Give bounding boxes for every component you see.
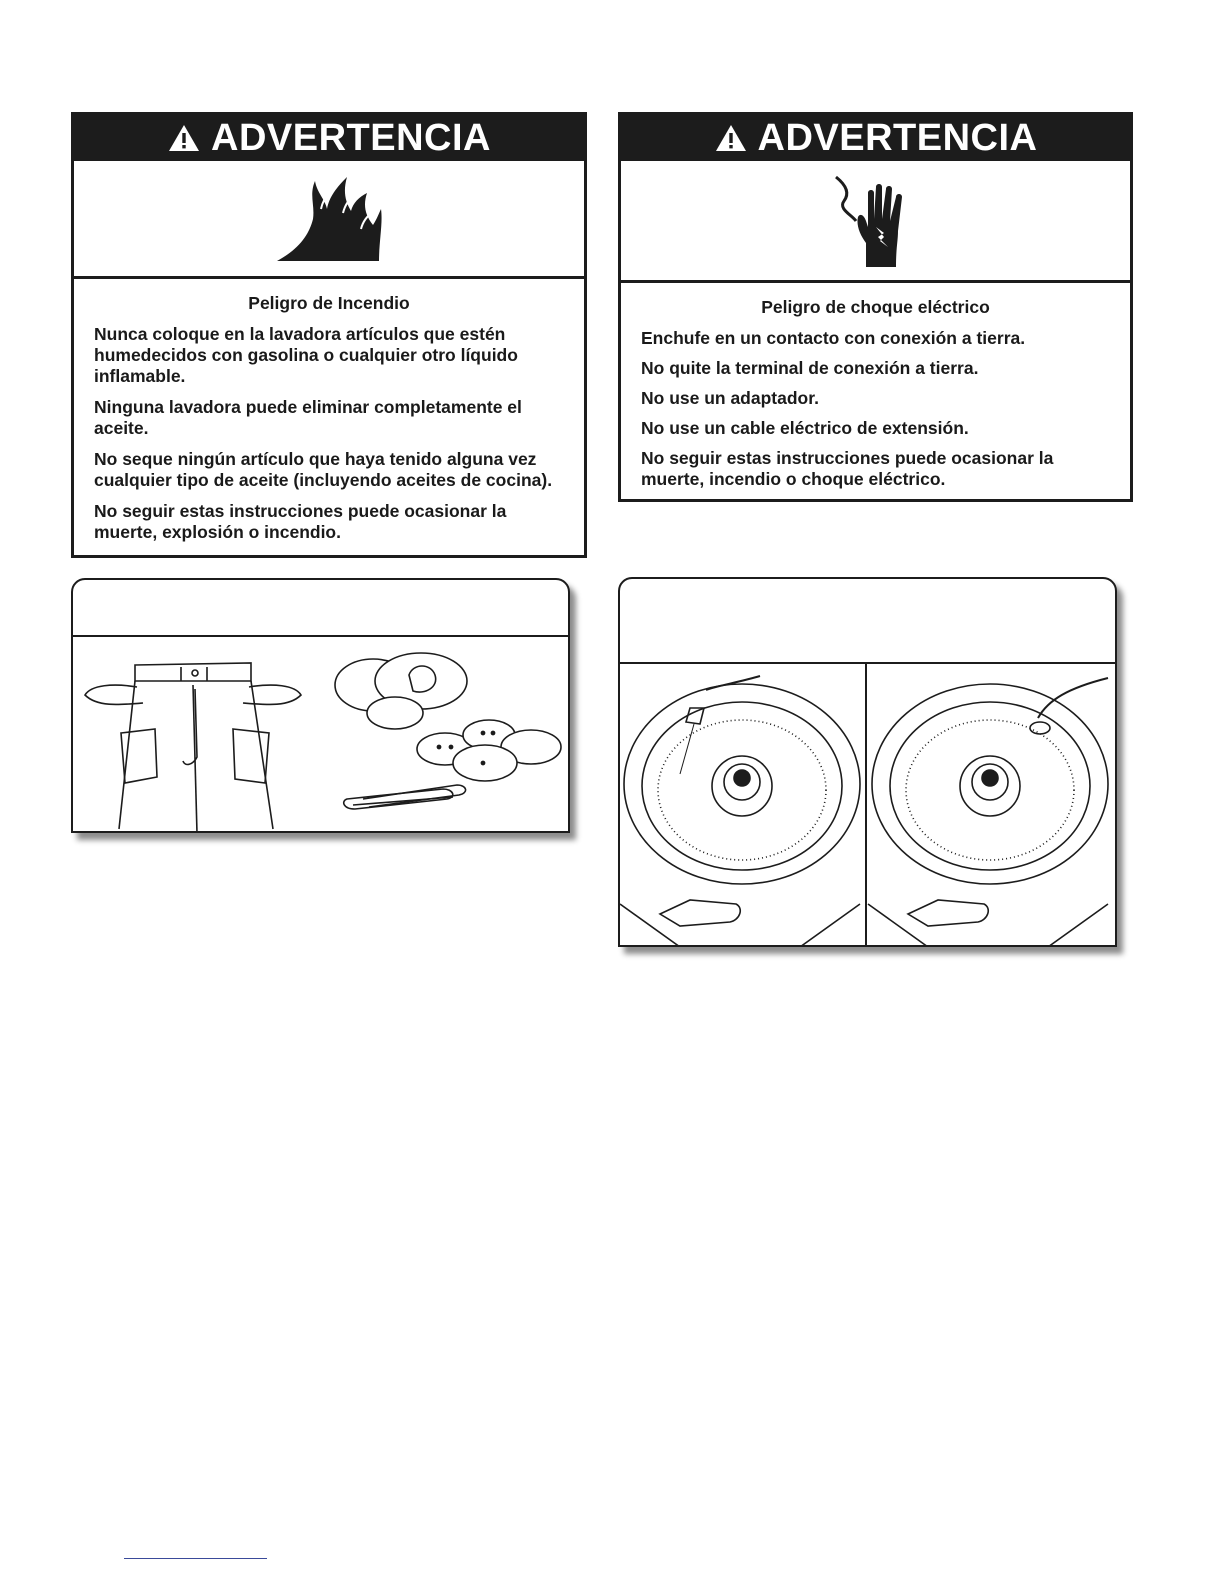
pockets-illustration-panel [71,578,570,833]
warning-title: ADVERTENCIA [757,116,1038,159]
shock-warning-box [618,112,1133,502]
warning-paragraph: No seque ningún artículo que haya tenido alguna vez cualquier tipo de aceite (incluyendo aceites de cocina). [94,449,553,490]
warning-paragraph: No seguir estas instrucciones puede ocasionar la muerte, explosión o incendio. [94,501,507,542]
warning-paragraph: Enchufe en un contacto con conexión a tierra. [641,328,1026,348]
hazard-title: Peligro de Incendio [248,293,410,313]
hazard-title: Peligro de choque eléctrico [761,297,990,317]
washer-tub-pour-icon [620,664,866,947]
illustration-drawing [620,664,1115,947]
shock-icon-area [621,161,1130,283]
warning-title: ADVERTENCIA [211,116,491,159]
warning-triangle-icon [714,123,748,153]
warning-paragraph: Ninguna lavadora puede eliminar completamente el aceite. [94,397,522,438]
warning-paragraph: No quite la terminal de conexión a tierra. [641,358,979,378]
electric-shock-icon [826,171,926,271]
illustration-drawing [73,637,568,833]
warning-paragraph: No use un cable eléctrico de extensión. [641,418,969,438]
fire-icon [269,169,389,269]
pants-pockets-icon [85,663,301,833]
illustration-caption-area [73,580,568,637]
coins-icon [335,653,467,729]
washer-illustration-panel [618,577,1117,947]
warning-header [621,115,1130,161]
footer-rule [124,1558,267,1559]
warning-paragraph: No use un adaptador. [641,388,819,408]
washer-tub-wipe-icon [868,678,1108,947]
warning-text [621,283,1130,490]
fire-icon-area [74,161,584,279]
fire-warning-box [71,112,587,558]
warning-triangle-icon [167,123,201,153]
warning-paragraph: Nunca coloque en la lavadora artículos que estén humedecidos con gasolina o cualquier otro líquido inflamable. [94,324,518,386]
warning-paragraph: No seguir estas instrucciones puede ocasionar la muerte, incendio o choque eléctrico. [641,448,1054,489]
illustration-caption-area [620,579,1115,664]
safety-pins-icon [344,785,466,809]
buttons-icon [417,720,561,781]
warning-text [74,279,584,543]
warning-header [74,115,584,161]
